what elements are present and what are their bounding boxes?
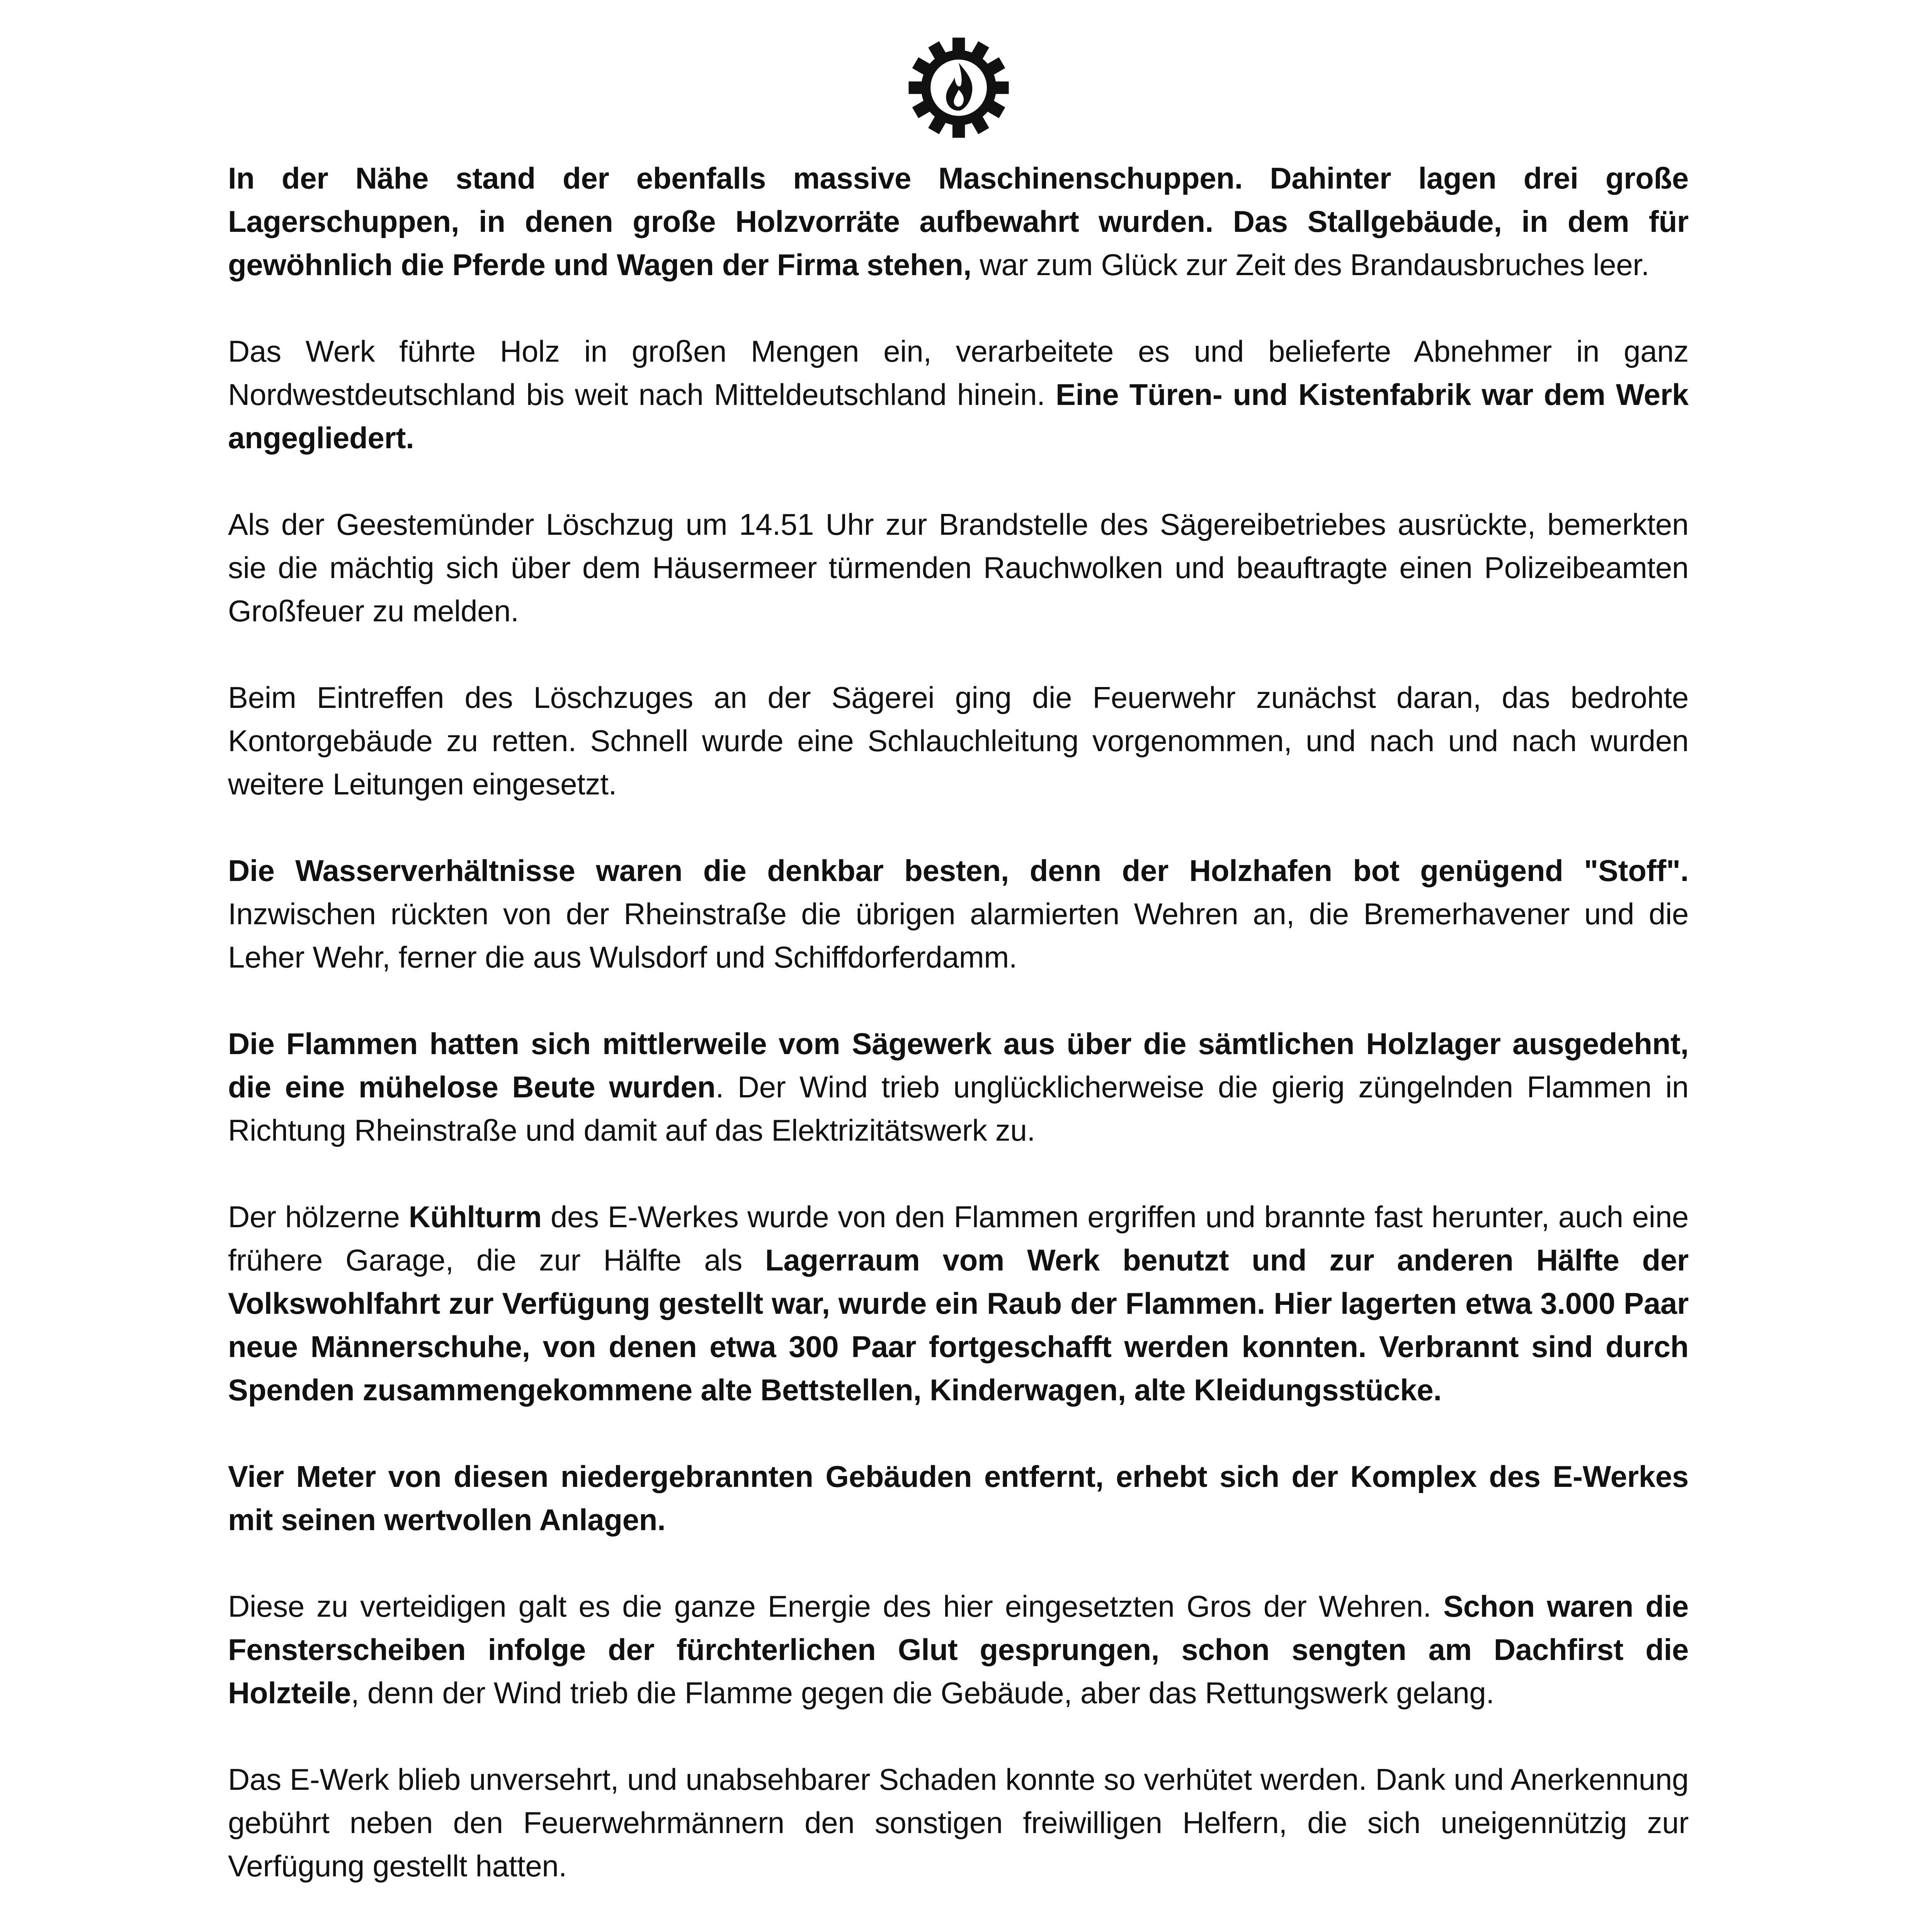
regular-text: war zum Glück zur Zeit des Brandausbruches leer. bbox=[971, 248, 1650, 282]
bold-text: Schon waren die Fensterscheiben infolge der fürchterlichen Glut gesprungen, schon sengten am Dachfirst die Holzteile bbox=[228, 1589, 1689, 1710]
regular-text: Diese zu verteidigen galt es die ganze Energie des hier eingesetzten Gros der Wehren. bbox=[228, 1589, 1444, 1623]
bold-text: In der Nähe stand der ebenfalls massive Maschinenschuppen. Dahinter lagen drei große Lagerschuppen, in denen große Holzvorräte aufbewahrt wurden. Das Stallgebäude, in dem für gewöhnlich die Pferde und Wagen der Firma stehen, bbox=[228, 161, 1689, 282]
paragraph bbox=[228, 503, 1689, 633]
paragraph bbox=[228, 1758, 1689, 1888]
bold-text: Kühlturm bbox=[408, 1200, 542, 1234]
paragraph bbox=[228, 1195, 1689, 1412]
paragraph bbox=[228, 156, 1689, 286]
paragraph bbox=[228, 330, 1689, 459]
regular-text: Das Werk führte Holz in großen Mengen ein, verarbeitete es und belieferte Abnehmer in ganz Nordwestdeutschland bis weit nach Mitteldeutschland hinein. bbox=[228, 334, 1689, 412]
paragraph bbox=[228, 849, 1689, 979]
paragraph bbox=[228, 676, 1689, 806]
regular-text: Der hölzerne bbox=[228, 1200, 409, 1234]
gear-logo-svg bbox=[907, 36, 1011, 140]
regular-text: Das E-Werk blieb unversehrt, und unabsehbarer Schaden konnte so verhütet werden. Dank und Anerkennung gebührt neben den Feuerwehrmännern den sonstigen freiwilligen Helfern, die sich uneigennützig zur Verfügung gestellt hatten. bbox=[228, 1762, 1689, 1883]
bold-text: Eine Türen- und Kistenfabrik war dem Werk angegliedert. bbox=[228, 378, 1689, 455]
regular-text: Beim Eintreffen des Löschzuges an der Sägerei ging die Feuerwehr zunächst daran, das bedrohte Kontorgebäude zu retten. Schnell wurde eine Schlauchleitung vorgenommen, und nach und nach wurden weitere Leitungen eingesetzt. bbox=[228, 680, 1689, 801]
paragraph bbox=[228, 1585, 1689, 1714]
article-body bbox=[228, 156, 1689, 1932]
regular-text: Inzwischen rückten von der Rheinstraße die übrigen alarmierten Wehren an, die Bremerhavener und die Leher Wehr, ferner die aus Wulsdorf und Schiffdorferdamm. bbox=[228, 897, 1689, 974]
bold-text: Die Wasserverhältnisse waren die denkbar besten, denn der Holzhafen bot genügend "Stoff". bbox=[228, 854, 1689, 888]
paragraph bbox=[228, 1455, 1689, 1541]
regular-text: Als der Geestemünder Löschzug um 14.51 Uhr zur Brandstelle des Sägereibetriebes ausrückte, bemerkten sie die mächtig sich über dem Häusermeer türmenden Rauchwolken und beauftragte einen Polizeibeamten Großfeuer zu melden. bbox=[228, 507, 1689, 628]
regular-text: . Der Wind trieb unglücklicherweise die gierig züngelnden Flammen in Richtung Rheinstraße und damit auf das Elektrizitätswerk zu. bbox=[228, 1070, 1689, 1147]
regular-text: des E-Werkes wurde von den Flammen ergriffen und brannte fast herunter, auch eine frühere Garage, die zur Hälfte als bbox=[228, 1200, 1689, 1277]
bold-text: Die Flammen hatten sich mittlerweile vom Sägewerk aus über die sämtlichen Holzlager ausgedehnt, die eine mühelose Beute wurden bbox=[228, 1027, 1689, 1104]
bold-text: Lagerraum vom Werk benutzt und zur anderen Hälfte der Volkswohlfahrt zur Verfügung gestellt war, wurde ein Raub der Flammen. Hier lagerten etwa 3.000 Paar neue Männerschuhe, von denen etwa 300 Paar fortgeschafft werden konnten. Verbrannt sind durch Spenden zusammengekommene alte Bettstellen, Kinderwagen, alte Kleidungsstücke. bbox=[228, 1243, 1689, 1407]
gear-with-flame-icon bbox=[907, 36, 1011, 140]
regular-text: , denn der Wind trieb die Flamme gegen die Gebäude, aber das Rettungswerk gelang. bbox=[351, 1676, 1494, 1710]
bold-text: Vier Meter von diesen niedergebrannten Gebäuden entfernt, erhebt sich der Komplex des E-Werkes mit seinen wertvollen Anlagen. bbox=[228, 1459, 1689, 1537]
paragraph bbox=[228, 1022, 1689, 1152]
